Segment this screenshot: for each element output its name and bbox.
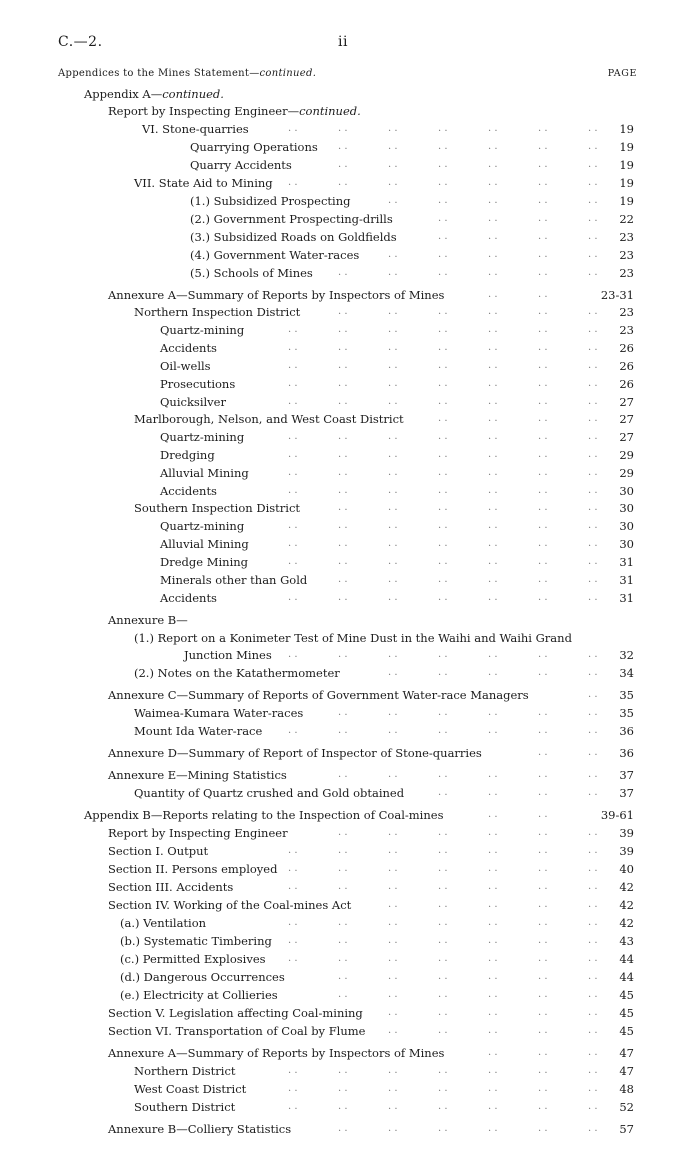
toc-entry-text: Oil-wells (160, 359, 211, 373)
toc-entry-page: 27 (619, 395, 634, 409)
toc-entry-page: 19 (619, 140, 634, 154)
toc-entry-page: 27 (619, 412, 634, 426)
toc-entry (0, 104, 700, 122)
toc-entry-page: 30 (619, 537, 634, 551)
dot-leader: . . . . . . . . . . . . . . (288, 177, 598, 188)
dot-leader: . . . . . . . . . . (388, 667, 598, 678)
toc-entry-page: 45 (619, 1006, 634, 1020)
dot-leader: . . . . . . . . . . (388, 1007, 598, 1018)
toc-entry-text: (1.) Subsidized Prospecting (190, 194, 351, 208)
toc-entry-continued: continued. (299, 104, 361, 118)
toc-entry-text: Southern District (134, 1100, 236, 1114)
toc-entry-page: 19 (619, 122, 634, 136)
toc-entry (0, 934, 700, 952)
toc-entry-text: (3.) Subsidized Roads on Goldfields (190, 230, 397, 244)
toc-entry (0, 648, 700, 666)
toc-entry-page: 32 (619, 648, 634, 662)
toc-entry-page: 35 (619, 688, 634, 702)
toc-entry-page: 42 (619, 880, 634, 894)
toc-entry-text: Quantity of Quartz crushed and Gold obtained (134, 786, 405, 800)
toc-entry-page: 36 (619, 746, 634, 760)
toc-entry-page: 45 (619, 988, 634, 1002)
toc-entry (0, 916, 700, 934)
toc-entry-page: 22 (619, 212, 634, 226)
toc-entry-page: 39 (619, 844, 634, 858)
toc-entry (0, 746, 700, 764)
toc-entry (0, 266, 700, 284)
toc-entry (0, 862, 700, 880)
toc-entry (0, 613, 700, 631)
toc-entry (0, 122, 700, 140)
toc-entry-page: 23 (619, 248, 634, 262)
dot-leader: . . . . . . . . (438, 413, 598, 424)
toc-entry-text: Appendix B—Reports relating to the Inspection of Coal-mines (84, 808, 444, 822)
toc-entry-text: Quartz-mining (160, 519, 245, 533)
dot-leader: . . . . . . . . . . . . . . (288, 556, 598, 567)
toc-entry (0, 176, 700, 194)
toc-entry-page: 47 (619, 1046, 634, 1060)
toc-entry (0, 1122, 700, 1140)
toc-entry (0, 808, 700, 826)
dot-leader: . . . . . . . . (438, 231, 598, 242)
toc-entry-text: Report by Inspecting Engineer— (108, 104, 300, 118)
toc-entry-page: 36 (619, 724, 634, 738)
dot-leader: . . . . (488, 809, 548, 820)
dot-leader: . . . . . . . . . . . . . . (288, 1083, 598, 1094)
toc-entry-page: 52 (619, 1100, 634, 1114)
dot-leader: . . . . . . . . . . . . . . (288, 520, 598, 531)
toc-entry (0, 140, 700, 158)
toc-entry-text: Annexure E—Mining Statistics (108, 768, 287, 782)
toc-entry-page: 29 (619, 448, 634, 462)
dot-leader: . . . . . . . . . . . . . . (288, 538, 598, 549)
toc-entry-page: 37 (619, 768, 634, 782)
toc-title (58, 68, 316, 79)
toc-entry-page: 39 (619, 826, 634, 840)
toc-entry-text: Quicksilver (160, 395, 226, 409)
toc-entry (0, 706, 700, 724)
toc-entry-continued: continued. (162, 87, 224, 101)
toc-entry-page: 31 (619, 573, 634, 587)
dot-leader: . . . . . . . . . . . . (338, 827, 598, 838)
dot-leader: . . . . . . . . . . . . . . (288, 360, 598, 371)
toc-entry-page: 29 (619, 466, 634, 480)
toc-entry-page: 44 (619, 970, 634, 984)
toc-entry-page: 47 (619, 1064, 634, 1078)
toc-entry (0, 666, 700, 684)
toc-entry (0, 688, 700, 706)
toc-entry (0, 305, 700, 323)
toc-entry-text: Alluvial Mining (160, 537, 249, 551)
toc-entry-text: (1.) Report on a Konimeter Test of Mine Dust in the Waihi and Waihi Grand (134, 631, 572, 645)
dot-leader: . . (588, 689, 598, 700)
toc-entry-page: 19 (619, 194, 634, 208)
toc-entry (0, 1064, 700, 1082)
toc-entry-text: Section III. Accidents (108, 880, 234, 894)
toc-entry (0, 1046, 700, 1064)
toc-entry-page: 31 (619, 591, 634, 605)
toc-entry-text: Accidents (160, 341, 217, 355)
toc-entry (0, 412, 700, 430)
dot-leader: . . . . . . . . . . . . (338, 574, 598, 585)
toc-entry-text: (4.) Government Water-races (190, 248, 360, 262)
toc-entry-text: (2.) Notes on the Katathermometer (134, 666, 340, 680)
toc-entry (0, 430, 700, 448)
toc-entry (0, 323, 700, 341)
dot-leader: . . . . . . . . . . . . (338, 306, 598, 317)
dot-leader: . . . . . . . . . . . . . . (288, 917, 598, 928)
toc-title-main: Appendices to the Mines Statement— (58, 68, 260, 79)
toc-entry (0, 1024, 700, 1042)
toc-entry-page: 45 (619, 1024, 634, 1038)
toc-entry-page: 35 (619, 706, 634, 720)
dot-leader: . . . . . . . . . . . . (338, 971, 598, 982)
toc-entry-text: Dredge Mining (160, 555, 249, 569)
toc-entry-text: VII. State Aid to Mining (134, 176, 273, 190)
toc-entry-page: 27 (619, 430, 634, 444)
toc-entry-page: 26 (619, 377, 634, 391)
toc-entry (0, 988, 700, 1006)
toc-entry-text: Mount Ida Water-race (134, 724, 263, 738)
toc-entry-page: 23 (619, 266, 634, 280)
dot-leader: . . . . . . . . . . . . (338, 1123, 598, 1134)
toc-entry (0, 768, 700, 786)
toc-entry (0, 898, 700, 916)
dot-leader: . . . . . . . . . . . . . . (288, 935, 598, 946)
toc-entry-page: 23 (619, 323, 634, 337)
toc-entry-text: Alluvial Mining (160, 466, 249, 480)
toc-entry (0, 786, 700, 804)
toc-entry (0, 212, 700, 230)
toc-entry-label (108, 104, 361, 118)
toc-entry-page: 44 (619, 952, 634, 966)
toc-entry (0, 484, 700, 502)
dot-leader: . . . . . . . . . . . . . . (288, 881, 598, 892)
toc-entry (0, 970, 700, 988)
dot-leader: . . . . . . . . . . (388, 899, 598, 910)
dot-leader: . . . . . . . . . . . . (338, 769, 598, 780)
toc-entry-text: Section IV. Working of the Coal-mines Act (108, 898, 352, 912)
toc-entry (0, 341, 700, 359)
page-number-roman: ii (338, 34, 348, 50)
toc-entry-text: Section VI. Transportation of Coal by Flume (108, 1024, 366, 1038)
toc-entry-page: 23 (619, 230, 634, 244)
toc-entry-text: Northern Inspection District (134, 305, 301, 319)
dot-leader: . . . . . . . . . . (388, 1025, 598, 1036)
toc-entry (0, 537, 700, 555)
toc-entry-page: 31 (619, 555, 634, 569)
toc-entry (0, 826, 700, 844)
toc-entry-text: Annexure D—Summary of Report of Inspector of Stone-quarries (108, 746, 482, 760)
toc-entry (0, 377, 700, 395)
toc-entry-page: 48 (619, 1082, 634, 1096)
dot-leader: . . . . . . . . (438, 213, 598, 224)
toc-entry (0, 194, 700, 212)
toc-entry (0, 501, 700, 519)
dot-leader: . . . . . . . . . . . . . . (288, 467, 598, 478)
toc-entry-text: Annexure B— (108, 613, 188, 627)
dot-leader: . . . . . . . . . . . . . . (288, 649, 598, 660)
dot-leader: . . . . . . . . . . . . . . (288, 953, 598, 964)
toc-entry (0, 448, 700, 466)
dot-leader: . . . . . . . . . . (388, 195, 598, 206)
toc-entry-page: 42 (619, 898, 634, 912)
toc-entry-text: Annexure B—Colliery Statistics (108, 1122, 292, 1136)
dot-leader: . . . . . . . . . . . . . . (288, 123, 598, 134)
page-column-header: PAGE (607, 68, 637, 79)
toc-entry-text: Prosecutions (160, 377, 236, 391)
toc-entry-text: Annexure A—Summary of Reports by Inspectors of Mines (108, 1046, 445, 1060)
toc-entry-page: 42 (619, 916, 634, 930)
toc-entry-text: Quartz-mining (160, 430, 245, 444)
dot-leader: . . . . . . . . . . . . (338, 267, 598, 278)
toc-entry (0, 1100, 700, 1118)
toc-entry (0, 573, 700, 591)
dot-leader: . . . . . . . . . . . . . . (288, 324, 598, 335)
toc-entry (0, 844, 700, 862)
toc-entry-text: Quartz-mining (160, 323, 245, 337)
toc-entry-page: 19 (619, 176, 634, 190)
toc-entry-text: Appendix A— (84, 87, 163, 101)
toc-entry-label (84, 87, 224, 101)
dot-leader: . . . . . . . . . . (388, 249, 598, 260)
toc-entry-text: Annexure C—Summary of Reports of Government Water-race Managers (108, 688, 529, 702)
toc-entry (0, 248, 700, 266)
toc-entry-page: 43 (619, 934, 634, 948)
toc-entry-text: (b.) Systematic Timbering (120, 934, 272, 948)
toc-entry (0, 466, 700, 484)
dot-leader: . . . . . . . . . . . . . . (288, 592, 598, 603)
toc-entry-text: Waimea-Kumara Water-races (134, 706, 304, 720)
toc-entry-page: 23 (619, 305, 634, 319)
dot-leader: . . . . . . . . . . . . . . (288, 449, 598, 460)
toc-entry-label (108, 613, 188, 627)
toc-entry-text: Southern Inspection District (134, 501, 301, 515)
toc-entry-page: 40 (619, 862, 634, 876)
toc-entry-page: 39-61 (600, 808, 634, 822)
toc-entry-text: Section V. Legislation affecting Coal-mining (108, 1006, 363, 1020)
toc-entry-text: Accidents (160, 484, 217, 498)
toc-entry-text: Accidents (160, 591, 217, 605)
toc-entry (0, 1006, 700, 1024)
toc-entry-text: Annexure A—Summary of Reports by Inspectors of Mines (108, 288, 445, 302)
toc-entry-text: Dredging (160, 448, 215, 462)
dot-leader: . . . . . . . . . . . . . . (288, 725, 598, 736)
toc-entry-page: 19 (619, 158, 634, 172)
toc-entry (0, 555, 700, 573)
toc-entry-text: (a.) Ventilation (120, 916, 207, 930)
toc-entry-page: 57 (619, 1122, 634, 1136)
toc-entry-text: Section II. Persons employed (108, 862, 278, 876)
dot-leader: . . . . . . . . . . . . . . (288, 845, 598, 856)
toc-entry-text: VI. Stone-quarries (142, 122, 249, 136)
dot-leader: . . . . . . . . . . . . (338, 989, 598, 1000)
dot-leader: . . . . . . . . . . . . . . (288, 1065, 598, 1076)
toc-entry (0, 359, 700, 377)
toc-entry-text: Junction Mines (184, 648, 272, 662)
toc-entry (0, 158, 700, 176)
toc-entry (0, 880, 700, 898)
toc-entry (0, 591, 700, 609)
toc-entry-text: (c.) Permitted Explosives (120, 952, 266, 966)
toc-entry-text: (d.) Dangerous Occurrences (120, 970, 285, 984)
toc-entry (0, 724, 700, 742)
toc-entry-text: Minerals other than Gold (160, 573, 308, 587)
dot-leader: . . . . . . . . . . . . . . (288, 485, 598, 496)
toc-entry (0, 288, 700, 306)
dot-leader: . . . . . . . . . . . . . . (288, 863, 598, 874)
page-header-left: C.—2. (58, 34, 103, 50)
toc-entry (0, 87, 700, 105)
toc-entry-page: 26 (619, 341, 634, 355)
toc-entry (0, 952, 700, 970)
toc-entry (0, 395, 700, 413)
dot-leader: . . . . . . . . . . . . (338, 141, 598, 152)
dot-leader: . . . . . . . . . . . . (338, 502, 598, 513)
dot-leader: . . . . . . . . (438, 787, 598, 798)
toc-entry-page: 37 (619, 786, 634, 800)
dot-leader: . . . . . . . . . . . . . . (288, 1101, 598, 1112)
toc-entry-text: Report by Inspecting Engineer (108, 826, 288, 840)
dot-leader: . . . . . . . . . . . . . . (288, 396, 598, 407)
dot-leader: . . . . (488, 289, 548, 300)
toc-entry-text: Marlborough, Nelson, and West Coast District (134, 412, 404, 426)
toc-entry-text: Section I. Output (108, 844, 209, 858)
toc-entry-text: Quarry Accidents (190, 158, 292, 172)
toc-entry (0, 519, 700, 537)
toc-entry-text: (e.) Electricity at Collieries (120, 988, 278, 1002)
dot-leader: . . . . (538, 747, 598, 758)
toc-entry-text: (5.) Schools of Mines (190, 266, 313, 280)
toc-entry-page: 30 (619, 501, 634, 515)
toc-title-continued: continued. (259, 68, 317, 79)
toc-entry (0, 230, 700, 248)
toc-entry-page: 30 (619, 519, 634, 533)
toc-entry-text: (2.) Government Prospecting-drills (190, 212, 393, 226)
toc-entry (0, 1082, 700, 1100)
toc-entry (0, 631, 700, 649)
dot-leader: . . . . . . . . . . . . . . (288, 342, 598, 353)
dot-leader: . . . . . . . . . . . . (338, 707, 598, 718)
dot-leader: . . . . . . (488, 1047, 598, 1058)
dot-leader: . . . . . . . . . . . . (338, 159, 598, 170)
toc-entry-page: 23-31 (600, 288, 634, 302)
toc-entry-page: 26 (619, 359, 634, 373)
toc-entry-text: West Coast District (134, 1082, 247, 1096)
dot-leader: . . . . . . . . . . . . . . (288, 431, 598, 442)
dot-leader: . . . . . . . . . . . . . . (288, 378, 598, 389)
toc-entry-text: Quarrying Operations (190, 140, 318, 154)
toc-entry-page: 34 (619, 666, 634, 680)
toc-entry-text: Northern District (134, 1064, 236, 1078)
toc-entry-label (134, 631, 572, 645)
toc-entry-page: 30 (619, 484, 634, 498)
